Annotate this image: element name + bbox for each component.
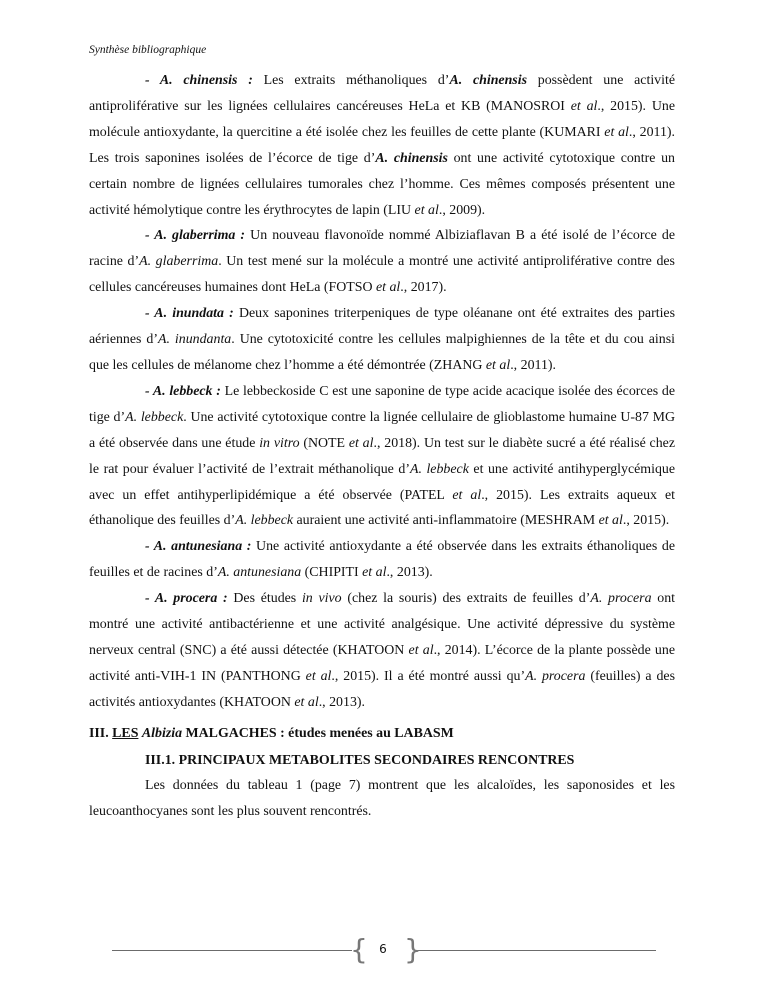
species-lead: - A. antunesiana : [145, 539, 252, 555]
footer-rule-right [418, 950, 656, 951]
paragraph-inundata: - A. inundata : Deux saponines triterpeniques de type oléanane ont été extraites des parties aériennes d’A. inundanta. Une cytotoxicité contre les cellules malpighiennes de la tête et du cou ainsi que les cellules de mélanome chez l’homme a été démontrée (ZHANG et al., 2011). [89, 306, 676, 373]
subsection-heading: III.1. PRINCIPAUX METABOLITES SECONDAIRES RENCONTRES [145, 752, 575, 768]
running-header: Synthèse bibliographique [89, 44, 207, 56]
species-lead: - A. procera : [145, 591, 228, 607]
paragraph-conclusion: Les données du tableau 1 (page 7) montrent que les alcaloïdes, les saponosides et les leucoanthocyanes sont les plus souvent rencontrés. [89, 778, 675, 820]
species-lead: - A. lebbeck : [145, 383, 221, 399]
paragraph-antunesiana: - A. antunesiana : Une activité antioxydante a été observée dans les extraits éthanoliques de feuilles et de racines d’A. antunesiana (CHIPITI et al., 2013). [89, 539, 676, 581]
species-lead: - A. inundata : [145, 306, 234, 322]
right-brace-icon: } [404, 933, 422, 966]
paragraph-glaberrima: - A. glaberrima : Un nouveau flavonoïde nommé Albiziaflavan B a été isolé de l’écorce de racine d’A. glaberrima. Un test mené sur la molécule a montré une activité antiproliférative contre des cellules cancéreuses humaines dont HeLa (FOTSO et al., 2017). [89, 228, 675, 296]
paragraph-lebbeck: - A. lebbeck : Le lebbeckoside C est une saponine de type acide acacique isolée des écorces de tige d’A. lebbeck. Une activité cytotoxique contre la lignée cellulaire de glioblastome humaine U-87 MG a été observée dans une étude in vitro (NOTE et al., 2018). Un test sur le diabète sucré a été réalisé chez le rat pour évaluer l’activité de l’extrait méthanolique d’A. lebbeck et une activité antihyperglycémique avec un effet antihyperlipidémique a été observée (PATEL et al., 2015). Les extraits aqueux et éthanolique des feuilles d’A. lebbeck auraient une activité anti-inflammatoire (MESHRAM et al., 2015). [89, 383, 676, 529]
main-content [89, 68, 675, 825]
paragraph-procera: - A. procera : Des études in vivo (chez la souris) des extraits de feuilles d’A. procera ont montré une activité antibactérienne et une activité analgésique. Une activité dépressive du système nerveux central (SNC) a été aussi détectée (KHATOON et al., 2014). L’écorce de la plante possède une activité anti-VIH-1 IN (PANTHONG et al., 2015). Il a été montré aussi qu’A. procera (feuilles) a des activités antioxydantes (KHATOON et al., 2013). [89, 591, 675, 710]
page-number: 6 [379, 942, 387, 956]
left-brace-icon: { [350, 933, 368, 966]
section-heading: III. LES Albizia MALGACHES : études menées au LABASM [89, 725, 454, 741]
paragraph-chinensis: - A. chinensis : Les extraits méthanoliques d’A. chinensis possèdent une activité antiproliférative sur les lignées cellulaires cancéreuses HeLa et KB (MANOSROI et al., 2015). Une molécule antioxydante, la quercitine a été isolée chez les feuilles de cette plante (KUMARI et al., 2011). Les trois saponines isolées de l’écorce de tige d’A. chinensis ont une activité cytotoxique contre un certain nombre de lignées cellulaires tumorales chez l’homme. Ces mêmes composés présentent une activité hémolytique contre les érythrocytes de lapin (LIU et al., 2009). [89, 73, 676, 218]
species-lead: - A. glaberrima : [145, 228, 246, 244]
species-lead: - A. chinensis : [145, 73, 253, 88]
footer-rule-left [112, 950, 352, 951]
